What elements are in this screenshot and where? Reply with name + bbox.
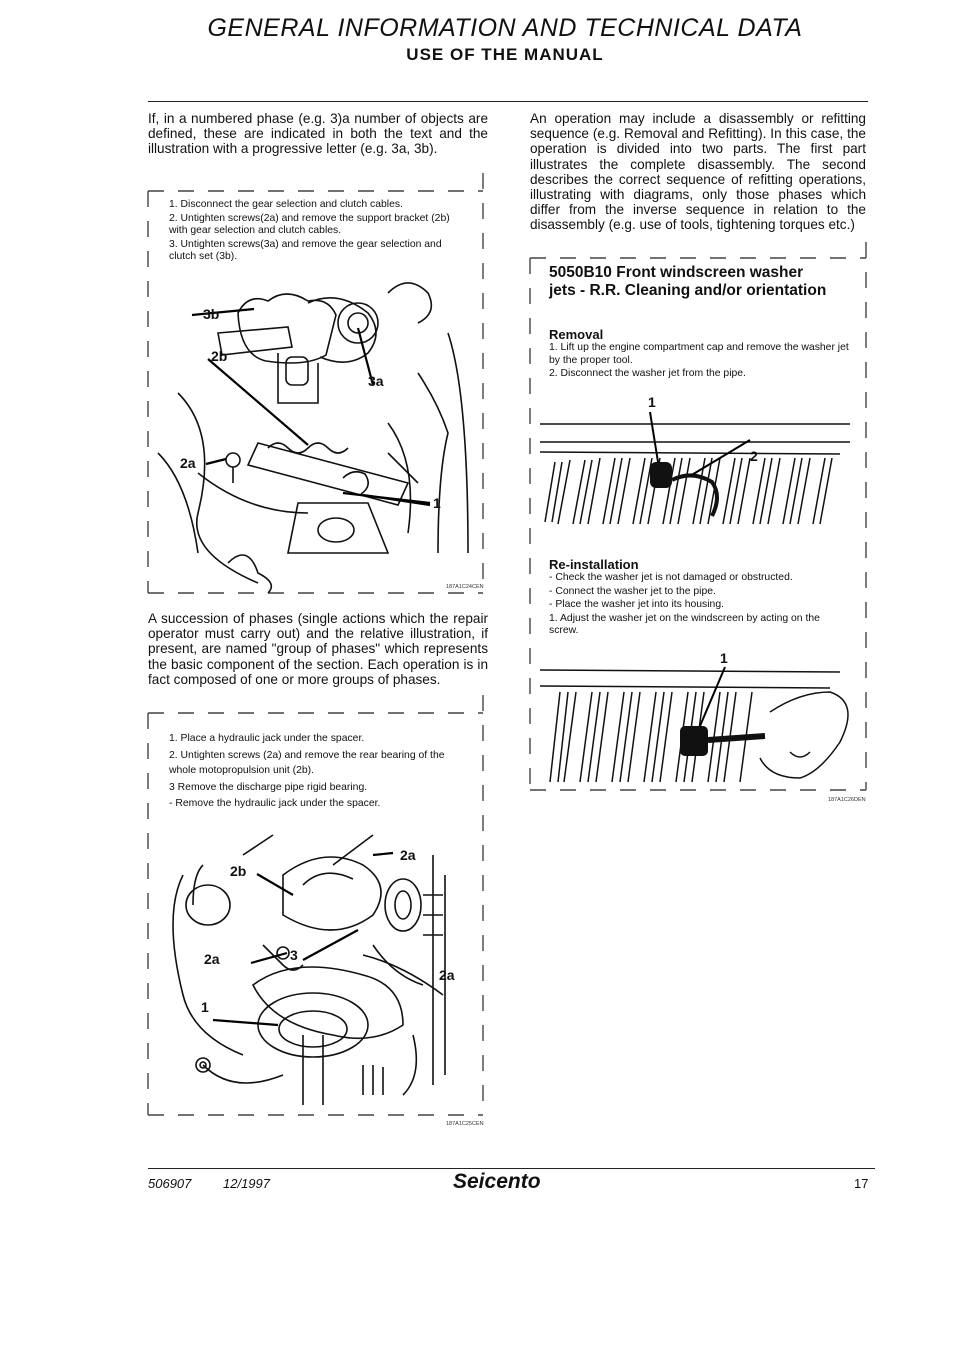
label-3b: 3b	[203, 306, 220, 322]
box1-step: 3. Untighten screws(3a) and remove the gear selection and clutch set (3b).	[169, 238, 442, 263]
removal-step: 1. Lift up the engine compartment cap and remove the washer jet by the proper tool.	[549, 342, 849, 366]
label-2b: 2b	[230, 863, 247, 879]
operation-box	[530, 242, 866, 803]
label-2a: 2a	[204, 951, 220, 967]
phase-box-2-steps	[169, 731, 469, 813]
reinstall-step: - Check the washer jet is not damaged or obstructed.	[549, 572, 793, 583]
reinstall-step: - Connect the washer jet to the pipe.	[549, 585, 716, 597]
label-2: 2	[750, 448, 758, 464]
left-intro-paragraph: If, in a numbered phase (e.g. 3)a number of objects are defined, these are indicated in both the text and the illustration with a progressive letter (e.g. 3a, 3b).	[148, 111, 488, 157]
box2-step: 2. Untighten screws (2a) and remove the rear bearing of the whole motopropulsion unit (2b).	[169, 749, 445, 776]
page-number: 17	[854, 1176, 869, 1191]
left-middle-paragraph: A succession of phases (single actions which the repair operator must carry out) and the relative illustration, if present, are named "group of phases" which represents the basic component of the section. Each operation is in fact composed of one or more groups of phases.	[148, 611, 488, 687]
box2-step: 1. Place a hydraulic jack under the spacer.	[169, 733, 365, 744]
removal-steps	[549, 342, 849, 382]
removal-step: 2. Disconnect the washer jet from the pipe.	[549, 368, 746, 380]
figure-code: 187A1C24CEN	[446, 584, 484, 590]
removal-heading: Removal	[549, 327, 604, 342]
reinstall-step: - Place the washer jet into its housing.	[549, 599, 725, 611]
reinstallation-steps	[549, 572, 849, 639]
washer-jet-removal-illustration	[540, 402, 860, 532]
label-3: 3	[290, 947, 298, 963]
rear-bearing-illustration	[163, 835, 473, 1105]
footer-doc-number: 506907	[148, 1176, 192, 1191]
label-2a: 2a	[180, 455, 196, 471]
page-header-title: GENERAL INFORMATION AND TECHNICAL DATA	[207, 14, 803, 42]
box2-step: - Remove the hydraulic jack under the spacer.	[169, 798, 381, 809]
box1-step: 1. Disconnect the gear selection and clutch cables.	[169, 199, 403, 210]
footer-rule	[148, 1168, 875, 1169]
label-1: 1	[648, 394, 656, 410]
right-intro-paragraph: An operation may include a disassembly or refitting sequence (e.g. Removal and Refitting). In this case, the operation is divided into two parts. The first part illustrates the complete disassembly. The second describes the correct sequence of refitting operations, illustrating with diagrams, only those phases which differ from the inverse sequence in relation to the disassembly (e.g. use of tools, tightening torques etc.)	[530, 111, 866, 233]
box1-step: 2. Untighten screws(2a) and remove the support bracket (2b) with gear selection and clutch cables.	[169, 212, 450, 237]
box2-step: 3 Remove the discharge pipe rigid bearing.	[169, 781, 368, 793]
footer-date: 12/1997	[223, 1176, 270, 1191]
label-1: 1	[433, 495, 441, 511]
figure-code: 187A1C25CEN	[446, 1121, 484, 1127]
phase-box-1	[148, 173, 483, 593]
page-header-subtitle: USE OF THE MANUAL	[406, 45, 604, 64]
operation-title: 5050B10 Front windscreen washer jets - R.R. Cleaning and/or orientation	[549, 264, 827, 299]
reinstall-step: 1. Adjust the washer jet on the windscreen by acting on the screw.	[549, 612, 820, 637]
label-2b: 2b	[211, 348, 228, 364]
label-2a: 2a	[439, 967, 455, 983]
figure-code: 187A1C26DEN	[828, 797, 866, 803]
label-3a: 3a	[368, 373, 384, 389]
phase-box-2	[148, 695, 484, 1127]
label-1: 1	[720, 650, 728, 666]
washer-jet-adjustment-illustration	[540, 652, 860, 787]
label-2a: 2a	[400, 847, 416, 863]
phase-box-1-steps	[169, 199, 467, 265]
reinstallation-heading: Re-installation	[549, 557, 639, 572]
label-1: 1	[201, 999, 209, 1015]
header-rule	[148, 101, 868, 102]
brand-logo: Seicento	[453, 1170, 541, 1193]
